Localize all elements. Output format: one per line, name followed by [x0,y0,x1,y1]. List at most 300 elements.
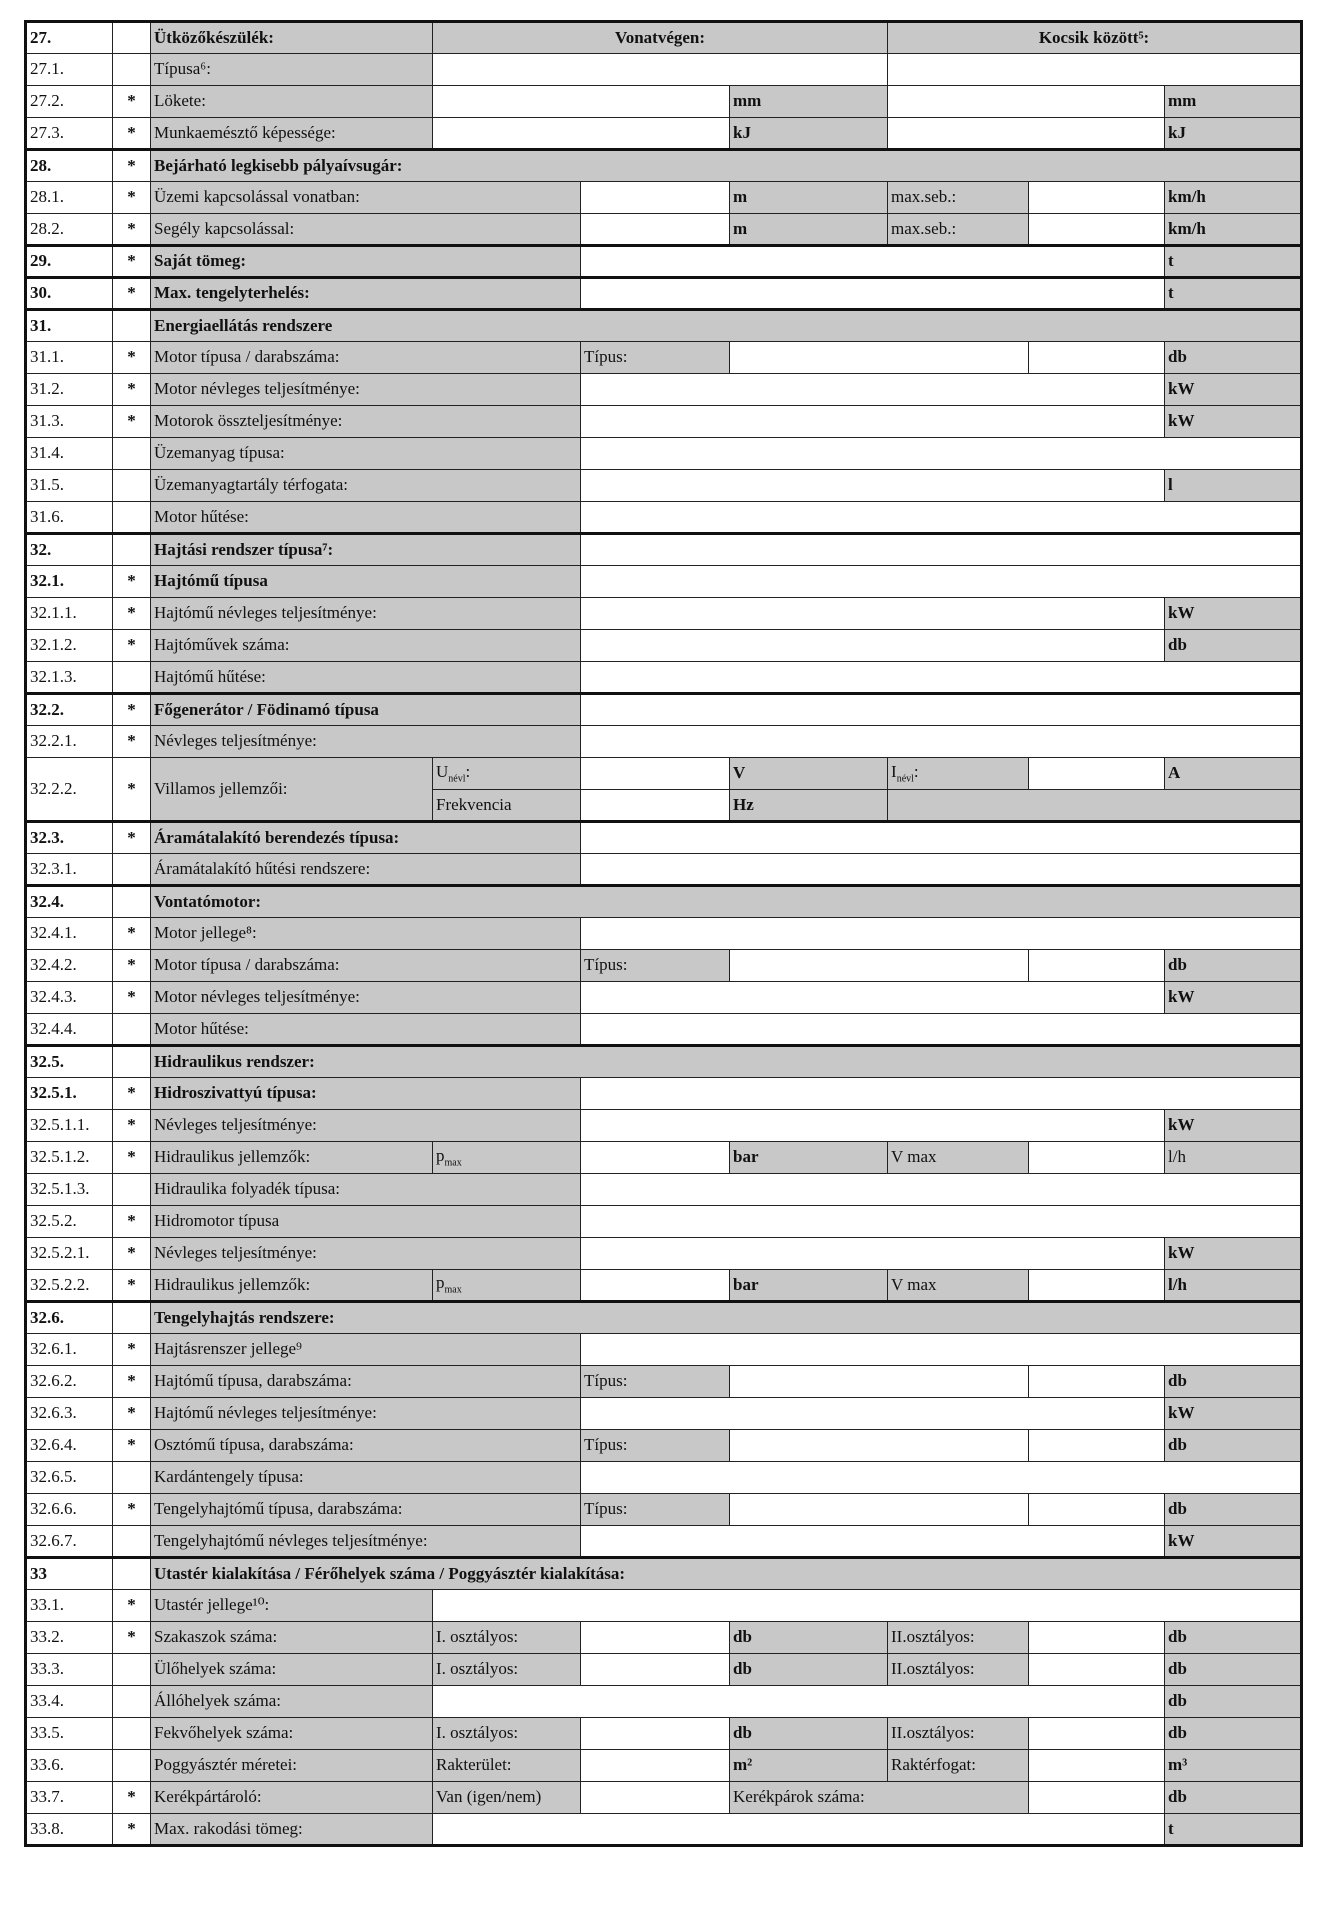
cell-text: db [1168,1371,1187,1391]
cell-text: t [1168,283,1174,303]
field-label: Segély kapcsolással: [151,214,581,246]
cell-label [730,758,888,790]
cell-label [1165,1622,1302,1654]
row-number: 32.1. [26,566,113,598]
row-number: 33.7. [26,1782,113,1814]
cell-label [1165,1142,1302,1174]
cell-text: db [733,1659,752,1679]
row-number: 33.2. [26,1622,113,1654]
input-cell[interactable] [888,118,1165,150]
form-row [26,1046,1302,1078]
input-cell[interactable] [581,278,1165,310]
form-row [26,278,1302,310]
field-label: Max. rakodási tömeg: [151,1814,433,1846]
cell-label [1165,1366,1302,1398]
row-number: 32.5.2. [26,1206,113,1238]
cell-text: V max [891,1147,937,1167]
form-row [26,182,1302,214]
field-label: Üzemi kapcsolással vonatban: [151,182,581,214]
cell-text: db [1168,1659,1187,1679]
cell-text: db [1168,955,1187,975]
input-cell[interactable] [581,534,1302,566]
cell-text: db [733,1723,752,1743]
required-marker [113,54,151,86]
input-cell[interactable] [581,438,1302,470]
cell-text: km/h [1168,187,1206,207]
cell-text: max.seb.: [891,187,957,207]
cell-text: Van (igen/nem) [436,1787,542,1807]
row-number: 32.5.1. [26,1078,113,1110]
input-cell[interactable] [581,694,1302,726]
cell-label [1165,758,1302,790]
row-number: 31.1. [26,342,113,374]
cell-text: max.seb.: [891,218,957,238]
input-cell[interactable] [581,918,1302,950]
required-marker [113,854,151,886]
field-label: Lökete: [151,86,433,118]
required-marker: * [113,1494,151,1526]
form-row [26,1622,1302,1654]
row-number: 27.2. [26,86,113,118]
cell-label [730,86,888,118]
form-row [26,1014,1302,1046]
cell-label [1165,1494,1302,1526]
cell-text: bar [733,1274,759,1294]
cell-label [888,1750,1029,1782]
cell-label [1165,1238,1302,1270]
required-marker: * [113,982,151,1014]
field-label: Hidraulikus rendszer: [151,1046,1302,1078]
input-cell[interactable] [581,374,1165,406]
input-cell[interactable] [581,246,1165,278]
row-number: 33 [26,1558,113,1590]
input-cell[interactable] [581,1654,730,1686]
cell-label [888,1718,1029,1750]
row-number: 31.2. [26,374,113,406]
form-row [26,246,1302,278]
cell-text: Kerékpárok száma: [733,1787,865,1807]
form-row [26,758,1302,790]
cell-text: db [1168,635,1187,655]
field-label: Hajtóművek száma: [151,630,581,662]
required-marker: * [113,726,151,758]
input-cell[interactable] [581,1462,1302,1494]
row-number: 31.3. [26,406,113,438]
required-marker: * [113,182,151,214]
input-cell[interactable] [730,1494,1029,1526]
row-number: 32.6. [26,1302,113,1334]
cell-text: m [733,187,748,207]
input-cell[interactable] [1029,1622,1165,1654]
form-row [26,502,1302,534]
cell-text: I. osztályos: [436,1659,519,1679]
required-marker: * [113,1366,151,1398]
cell-text: Frekvencia [436,794,512,814]
input-cell[interactable] [888,54,1302,86]
cell-text: db [1168,1435,1187,1455]
row-number: 32.6.4. [26,1430,113,1462]
required-marker: * [113,630,151,662]
form-row [26,854,1302,886]
input-cell[interactable] [730,950,1029,982]
required-marker [113,1014,151,1046]
field-label: Motor névleges teljesítménye: [151,982,581,1014]
cell-label [581,1494,730,1526]
input-cell[interactable] [581,854,1302,886]
cell-label [1165,182,1302,214]
input-cell[interactable] [581,1718,730,1750]
field-label: Energiaellátás rendszere [151,310,1302,342]
input-cell[interactable] [581,1238,1165,1270]
row-number: 32.5.1.3. [26,1174,113,1206]
cell-label [1165,1110,1302,1142]
cell-label [433,22,888,54]
field-label: Vontatómotor: [151,886,1302,918]
field-label: Hajtómű névleges teljesítménye: [151,598,581,630]
cell-text: l/h [1168,1147,1186,1167]
cell-label [730,1782,1029,1814]
form-row [26,1366,1302,1398]
required-marker: * [113,1270,151,1302]
row-number: 30. [26,278,113,310]
cell-text: m³ [1168,1755,1188,1775]
row-number: 33.3. [26,1654,113,1686]
form-row [26,726,1302,758]
cell-label [888,790,1302,822]
field-label: Motor hűtése: [151,502,581,534]
row-number: 32.6.5. [26,1462,113,1494]
cell-text: km/h [1168,218,1206,238]
form-row [26,1814,1302,1846]
field-label: Hajtásrenszer jellege⁹ [151,1334,581,1366]
form-row [26,86,1302,118]
cell-text: I [891,761,897,781]
form-row [26,438,1302,470]
input-cell[interactable] [730,1430,1029,1462]
required-marker: * [113,406,151,438]
cell-text: II.osztályos: [891,1627,975,1647]
cell-label [1165,374,1302,406]
row-number: 32.5.2.1. [26,1238,113,1270]
cell-label [888,22,1302,54]
cell-text: db [1168,1499,1187,1519]
cell-label [1165,278,1302,310]
input-cell[interactable] [1029,342,1165,374]
input-cell[interactable] [581,1014,1302,1046]
cell-text: p [436,1145,445,1165]
input-cell[interactable] [1029,1782,1165,1814]
form-row [26,918,1302,950]
required-marker [113,22,151,54]
form-row [26,1398,1302,1430]
row-number: 32.4. [26,886,113,918]
input-cell[interactable] [1029,182,1165,214]
required-marker: * [113,758,151,822]
field-label: Max. tengelyterhelés: [151,278,581,310]
cell-text: db [1168,1787,1187,1807]
required-marker: * [113,918,151,950]
input-cell[interactable] [581,726,1302,758]
input-cell[interactable] [581,822,1302,854]
cell-label [1165,1654,1302,1686]
form-row [26,310,1302,342]
field-label: Áramátalakító berendezés típusa: [151,822,581,854]
form-row [26,598,1302,630]
input-cell[interactable] [581,502,1302,534]
cell-label [1165,214,1302,246]
cell-label [433,1782,581,1814]
input-cell[interactable] [581,790,730,822]
cell-label [1165,1782,1302,1814]
cell-label [1165,950,1302,982]
vehicle-data-table [24,20,1303,1847]
cell-text: kW [1168,1403,1195,1423]
row-number: 32.1.3. [26,662,113,694]
input-cell[interactable] [433,1814,1165,1846]
row-number: 32.6.3. [26,1398,113,1430]
field-label: Főgenerátor / Födinamó típusa [151,694,581,726]
field-label: Hidraulika folyadék típusa: [151,1174,581,1206]
cell-text: I. osztályos: [436,1723,519,1743]
field-label: Kardántengely típusa: [151,1462,581,1494]
input-cell[interactable] [581,598,1165,630]
input-cell[interactable] [581,1078,1302,1110]
field-label: Utastér jellege¹⁰: [151,1590,433,1622]
form-row [26,54,1302,86]
row-number: 28. [26,150,113,182]
input-cell[interactable] [581,182,730,214]
row-number: 31.5. [26,470,113,502]
cell-label [581,1430,730,1462]
input-cell[interactable] [581,406,1165,438]
field-label: Ütközőkészülék: [151,22,433,54]
required-marker [113,1718,151,1750]
input-cell[interactable] [581,1110,1165,1142]
field-label: Áramátalakító hűtési rendszere: [151,854,581,886]
cell-text: kW [1168,1115,1195,1135]
field-label: Ülőhelyek száma: [151,1654,433,1686]
field-label: Névleges teljesítménye: [151,1110,581,1142]
row-number: 28.2. [26,214,113,246]
cell-text: l/h [1168,1274,1187,1294]
input-cell[interactable] [581,214,730,246]
cell-text: mm [733,91,762,111]
cell-text: I. osztályos: [436,1627,519,1647]
cell-label [1165,1526,1302,1558]
cell-label [433,1718,581,1750]
input-cell[interactable] [433,1590,1302,1622]
cell-label [888,1654,1029,1686]
field-label: Kerékpártároló: [151,1782,433,1814]
row-number: 28.1. [26,182,113,214]
input-cell[interactable] [581,1206,1302,1238]
required-marker: * [113,822,151,854]
cell-text: db [1168,1723,1187,1743]
row-number: 33.6. [26,1750,113,1782]
form-row [26,1270,1302,1302]
input-cell[interactable] [1029,214,1165,246]
required-marker: * [113,278,151,310]
cell-text: Vonatvégen: [614,27,706,47]
form-row [26,406,1302,438]
cell-label [730,1654,888,1686]
required-marker: * [113,246,151,278]
input-cell[interactable] [581,470,1165,502]
input-cell[interactable] [1029,1750,1165,1782]
input-cell[interactable] [888,86,1165,118]
input-cell[interactable] [581,566,1302,598]
cell-label [581,342,730,374]
input-cell[interactable] [1029,1270,1165,1302]
cell-text: Hz [733,794,754,814]
field-label: Hidroszivattyú típusa: [151,1078,581,1110]
required-marker [113,1462,151,1494]
required-marker: * [113,1334,151,1366]
cell-text: db [1168,1627,1187,1647]
required-marker [113,1046,151,1078]
row-number: 32.4.2. [26,950,113,982]
form-row [26,1110,1302,1142]
required-marker [113,662,151,694]
input-cell[interactable] [581,982,1165,1014]
required-marker: * [113,566,151,598]
input-cell[interactable] [581,1750,730,1782]
input-cell[interactable] [1029,1654,1165,1686]
input-cell[interactable] [581,1622,730,1654]
row-number: 33.8. [26,1814,113,1846]
cell-label [1165,1686,1302,1718]
cell-label [730,1142,888,1174]
field-label: Utastér kialakítása / Férőhelyek száma / Poggyásztér kialakítása: [151,1558,1302,1590]
required-marker: * [113,342,151,374]
input-cell[interactable] [1029,1142,1165,1174]
cell-text: db [733,1627,752,1647]
form-row [26,534,1302,566]
cell-label [730,1622,888,1654]
form-row [26,1750,1302,1782]
field-label: Hajtómű típusa, darabszáma: [151,1366,581,1398]
form-sheet [24,20,1300,1847]
cell-label [1165,1270,1302,1302]
subscript: névl [896,773,914,785]
row-number: 29. [26,246,113,278]
cell-text: kW [1168,987,1195,1007]
field-label: Névleges teljesítménye: [151,1238,581,1270]
row-number: 32.6.2. [26,1366,113,1398]
required-marker: * [113,950,151,982]
field-label: Üzemanyag típusa: [151,438,581,470]
input-cell[interactable] [433,54,888,86]
cell-text: Rakterület: [436,1755,512,1775]
input-cell[interactable] [433,1686,1165,1718]
input-cell[interactable] [581,1526,1165,1558]
input-cell[interactable] [581,1270,730,1302]
required-marker [113,886,151,918]
cell-label [433,758,581,790]
cell-label [730,1750,888,1782]
cell-text: kW [1168,1530,1195,1550]
form-row [26,1238,1302,1270]
input-cell[interactable] [581,1174,1302,1206]
cell-label [1165,982,1302,1014]
input-cell[interactable] [433,86,730,118]
input-cell[interactable] [581,1398,1165,1430]
required-marker: * [113,694,151,726]
cell-label [1165,1814,1302,1846]
required-marker: * [113,1430,151,1462]
row-number: 32.1.1. [26,598,113,630]
required-marker [113,1686,151,1718]
row-number: 32.3.1. [26,854,113,886]
input-cell[interactable] [581,1782,730,1814]
row-number: 32.2.1. [26,726,113,758]
cell-text: Típus: [584,1499,628,1519]
required-marker: * [113,1110,151,1142]
cell-text: kW [1168,1243,1195,1263]
field-label: Hajtómű névleges teljesítménye: [151,1398,581,1430]
field-label: Motor jellege⁸: [151,918,581,950]
input-cell[interactable] [1029,950,1165,982]
cell-text: kJ [1168,122,1186,142]
cell-text: kJ [733,122,751,142]
row-number: 32.2.2. [26,758,113,822]
input-cell[interactable] [581,1334,1302,1366]
form-row [26,214,1302,246]
input-cell[interactable] [730,1366,1029,1398]
required-marker [113,1558,151,1590]
row-number: 32. [26,534,113,566]
cell-label [1165,1750,1302,1782]
input-cell[interactable] [581,630,1165,662]
input-cell[interactable] [581,758,730,790]
cell-text: U [436,761,449,781]
input-cell[interactable] [1029,758,1165,790]
cell-label [433,1270,581,1302]
cell-text: II.osztályos: [891,1659,975,1679]
cell-label [1165,118,1302,150]
input-cell[interactable] [1029,1366,1165,1398]
required-marker: * [113,1206,151,1238]
input-cell[interactable] [730,342,1029,374]
cell-text: db [1168,1691,1187,1711]
form-row [26,1302,1302,1334]
input-cell[interactable] [581,1142,730,1174]
form-row [26,1462,1302,1494]
input-cell[interactable] [433,118,730,150]
form-row [26,118,1302,150]
input-cell[interactable] [581,662,1302,694]
required-marker [113,438,151,470]
cell-label [1165,342,1302,374]
cell-text: p [436,1273,445,1293]
cell-label [1165,1718,1302,1750]
cell-label [888,1270,1029,1302]
input-cell[interactable] [1029,1718,1165,1750]
input-cell[interactable] [1029,1430,1165,1462]
required-marker: * [113,598,151,630]
cell-label [581,1366,730,1398]
cell-text: Raktérfogat: [891,1755,976,1775]
required-marker: * [113,86,151,118]
form-row [26,1686,1302,1718]
form-row [26,950,1302,982]
required-marker: * [113,374,151,406]
row-number: 32.4.4. [26,1014,113,1046]
form-row [26,150,1302,182]
input-cell[interactable] [1029,1494,1165,1526]
field-label: Motor típusa / darabszáma: [151,950,581,982]
field-label: Fekvőhelyek száma: [151,1718,433,1750]
